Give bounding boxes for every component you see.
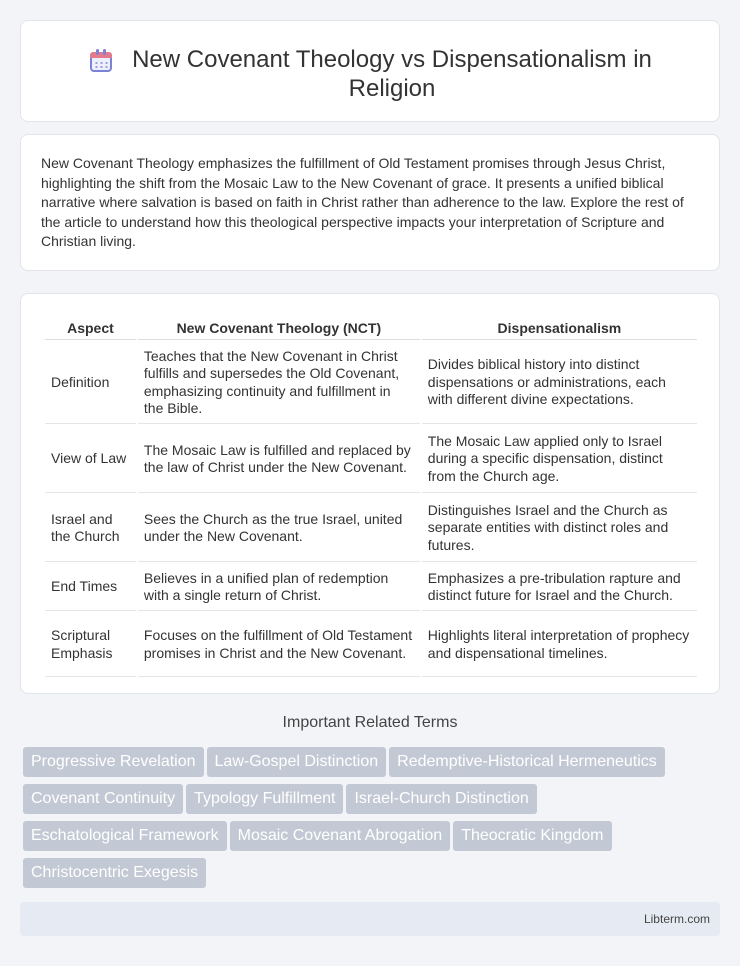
row-dispensationalism: Emphasizes a pre-tribulation rapture and distinct future for Israel and the Church.	[422, 564, 697, 611]
related-term-tag[interactable]: Law-Gospel Distinction	[207, 747, 387, 777]
footer	[20, 902, 720, 936]
intro-text: New Covenant Theology emphasizes the fulfillment of Old Testament promises through Jesus Christ, highlighting the shift from the Mosaic Law to the New Covenant of grace. It presents a unified biblical narrative where salvation is based on faith in Christ rather than adherence to the law. Explore the rest of the article to understand how this theological perspective impacts your interpretation of Scripture and Christian living.	[41, 155, 684, 250]
row-aspect: Definition	[45, 342, 136, 424]
header-dispensationalism: Dispensationalism	[422, 316, 697, 340]
table-row	[45, 426, 697, 493]
related-term-tag[interactable]: Redemptive-Historical Hermeneutics	[389, 747, 665, 777]
header-aspect: Aspect	[45, 316, 136, 340]
table-row	[45, 495, 697, 562]
intro-card	[20, 134, 720, 271]
table-row	[45, 613, 697, 677]
related-term-tag[interactable]: Typology Fulfillment	[186, 784, 343, 814]
footer-brand[interactable]: Libterm.com	[643, 912, 710, 926]
row-dispensationalism: Highlights literal interpretation of prophecy and dispensational timelines.	[422, 613, 697, 677]
related-term-tag[interactable]: Israel-Church Distinction	[346, 784, 536, 814]
related-term-tag[interactable]: Christocentric Exegesis	[23, 858, 206, 888]
row-nct: Teaches that the New Covenant in Christ fulfills and supersedes the Old Covenant, emphasizing continuity and fulfillment in the Bible.	[138, 342, 420, 424]
page-title: New Covenant Theology vs Dispensationalism in Religion	[132, 46, 652, 102]
related-term-tag[interactable]: Theocratic Kingdom	[453, 821, 611, 851]
header-nct: New Covenant Theology (NCT)	[138, 316, 420, 340]
row-aspect: Scriptural Emphasis	[45, 613, 136, 677]
table-row	[45, 564, 697, 611]
row-nct: Believes in a unified plan of redemption with a single return of Christ.	[138, 564, 420, 611]
row-dispensationalism: Divides biblical history into distinct dispensations or administrations, each with different divine expectations.	[422, 342, 697, 424]
table-row	[45, 342, 697, 424]
row-aspect: Israel and the Church	[45, 495, 136, 562]
related-term-tag[interactable]: Mosaic Covenant Abrogation	[230, 821, 451, 851]
related-term-tag[interactable]: Progressive Revelation	[23, 747, 204, 777]
row-nct: Focuses on the fulfillment of Old Testament promises in Christ and the New Covenant.	[138, 613, 420, 677]
related-terms-title: Important Related Terms	[282, 714, 458, 731]
comparison-table	[43, 314, 699, 679]
related-terms-list	[23, 747, 723, 895]
table-header-row	[45, 316, 697, 340]
row-dispensationalism: Distinguishes Israel and the Church as separate entities with distinct roles and futures.	[422, 495, 697, 562]
row-dispensationalism: The Mosaic Law applied only to Israel during a specific dispensation, distinct from the Church age.	[422, 426, 697, 493]
comparison-card	[20, 293, 720, 694]
row-nct: The Mosaic Law is fulfilled and replaced by the law of Christ under the New Covenant.	[138, 426, 420, 493]
calendar-icon	[88, 48, 114, 74]
related-term-tag[interactable]: Covenant Continuity	[23, 784, 183, 814]
related-term-tag[interactable]: Eschatological Framework	[23, 821, 227, 851]
row-nct: Sees the Church as the true Israel, united under the New Covenant.	[138, 495, 420, 562]
row-aspect: End Times	[45, 564, 136, 611]
row-aspect: View of Law	[45, 426, 136, 493]
header-card	[20, 20, 720, 122]
